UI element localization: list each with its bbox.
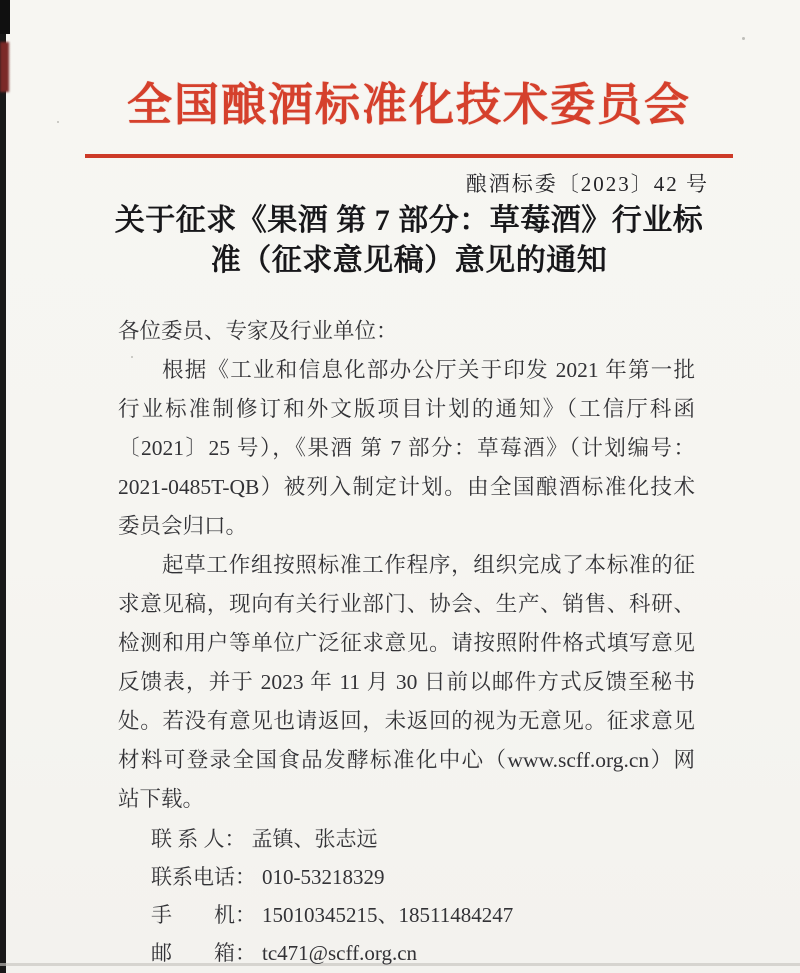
- paragraph-line: 检测和用户等单位广泛征求意见。请按照附件格式填写意见: [118, 631, 695, 655]
- notice-body: [118, 312, 695, 819]
- paragraph-line: 反馈表，并于 2023 年 11 月 30 日前以邮件方式反馈至秘书: [118, 670, 695, 694]
- contact-person-label: 联 系 人：: [151, 827, 246, 851]
- scan-speck: [742, 37, 745, 40]
- paragraph-line: 站下载。: [118, 787, 205, 811]
- paragraph-line: 〔2021〕25 号），《果酒 第 7 部分：草莓酒》（计划编号：: [118, 436, 695, 460]
- paragraph-line: 求意见稿，现向有关行业部门、协会、生产、销售、科研、: [118, 592, 695, 616]
- contact-info: [118, 820, 695, 972]
- notice-title-line1: 关于征求《果酒 第 7 部分：草莓酒》行业标: [114, 204, 704, 237]
- contact-email-label: 邮 箱：: [151, 941, 256, 965]
- scan-edge-corner: [0, 0, 10, 34]
- contact-phone-value: 010-53218329: [262, 865, 385, 889]
- paragraph-line: 根据《工业和信息化部办公厅关于印发 2021 年第一批: [162, 358, 695, 382]
- notice-title: [85, 201, 733, 281]
- header-rule: [85, 154, 733, 158]
- contact-mobile-value: 15010345215、18511484247: [262, 903, 514, 927]
- organization-title: 全国酿酒标准化技术委员会: [126, 80, 691, 130]
- paragraph: [118, 546, 695, 819]
- notice-title-line2: 准（征求意见稿）意见的通知: [210, 244, 608, 277]
- paragraph: [118, 351, 695, 546]
- paragraph-line: 处。若没有意见也请返回，未返回的视为无意见。征求意见: [118, 709, 695, 733]
- salutation: 各位委员、专家及行业单位：: [118, 319, 398, 343]
- contact-phone-row: [118, 858, 695, 896]
- paragraph-line: 起草工作组按照标准工作程序，组织完成了本标准的征: [162, 553, 695, 577]
- scan-speck: [57, 121, 59, 123]
- document-content: [85, 0, 733, 972]
- contact-email-value: tc471@scff.org.cn: [262, 941, 418, 965]
- scan-edge-red-blotch: [0, 42, 9, 92]
- contact-mobile-row: [118, 896, 695, 934]
- contact-phone-label: 联系电话：: [151, 865, 256, 889]
- paragraph-line: 行业标准制修订和外文版项目计划的通知》（工信厅科函: [118, 397, 695, 421]
- scan-edge-strip: [0, 0, 6, 973]
- document-number: 酿酒标委〔2023〕42 号: [465, 172, 709, 196]
- contact-person-value: 孟镇、张志远: [251, 827, 378, 851]
- paragraph-line: 委员会归口。: [118, 514, 248, 538]
- paragraph-line: 材料可登录全国食品发酵标准化中心（www.scff.org.cn）网: [118, 748, 695, 772]
- contact-mobile-label: 手 机：: [151, 903, 256, 927]
- contact-person-row: [118, 820, 695, 858]
- paragraph-line: 2021-0485T-QB）被列入制定计划。由全国酿酒标准化技术: [118, 475, 695, 499]
- contact-email-row: [118, 934, 695, 972]
